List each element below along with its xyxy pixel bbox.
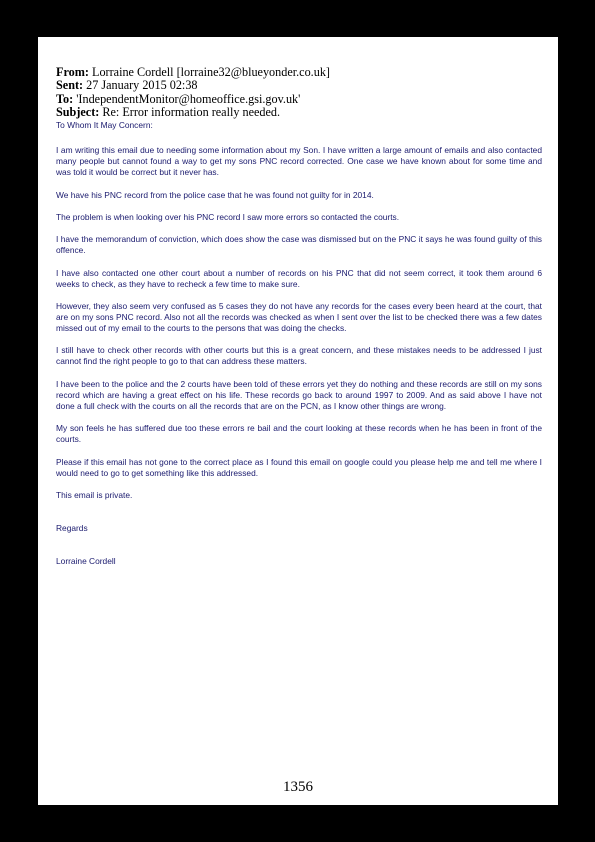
body-paragraph: My son feels he has suffered due too these errors re bail and the court looking at these records when he has been in front of the courts. (56, 423, 542, 445)
body-paragraph: I have also contacted one other court about a number of records on his PNC that did not seem correct, it took them around 6 weeks to check, as they have to recheck a few time to make sure. (56, 267, 542, 289)
email-header (56, 66, 546, 120)
closing: Regards (56, 523, 88, 534)
page-number: 1356 (283, 779, 313, 795)
body-paragraph: This email is private. (56, 489, 133, 500)
subject-line (56, 106, 546, 119)
body-paragraph: I am writing this email due to needing some information about my Son. I have written a large amount of emails and also contacted many people but cannot found a way to get my sons PNC record corrected. One case we have known about for some time and was told it would be correct but it never has. (56, 145, 542, 178)
sent-label: Sent: (56, 78, 84, 93)
sent-value: 27 January 2015 02:38 (86, 78, 198, 93)
to-line (56, 93, 546, 106)
signature: Lorraine Cordell (56, 556, 116, 567)
body-paragraph: We have his PNC record from the police case that he was found not guilty for in 2014. (56, 189, 374, 200)
email-body (56, 120, 542, 578)
body-paragraph: I have been to the police and the 2 courts have been told of these errors yet they do nothing and these records are still on my sons record which are having a great effect on his life. These records go back to around 1997 to 2009. And as said above I have not done a full check with the courts on all the records that are on the PCN, as I know other things are wrong. (56, 378, 542, 411)
to-label: To: (56, 91, 74, 106)
from-label: From: (56, 65, 89, 79)
body-paragraph: However, they also seem very confused as 5 cases they do not have any records for the cases every been heard at the court, that are on my sons PNC record. Also not all the records was checked as when I sent over the list to be checked there was a few dates missed out of my email to the courts to the persons that was doing the checks. (56, 300, 542, 334)
to-value: 'IndependentMonitor@homeoffice.gsi.gov.uk' (76, 91, 301, 106)
greeting: To Whom It May Concern: (56, 120, 153, 130)
body-paragraph: Please if this email has not gone to the correct place as I found this email on google could you please help me and tell me where I would need to go to get something like this addressed. (56, 456, 542, 478)
from-value: Lorraine Cordell [lorraine32@blueyonder.co.uk] (92, 65, 330, 79)
sent-line (56, 79, 546, 92)
subject-value: Re: Error information really needed. (102, 105, 281, 120)
document-page (38, 37, 558, 805)
subject-label: Subject: (56, 105, 100, 120)
from-line (56, 66, 546, 79)
body-paragraph: I have the memorandum of conviction, which does show the case was dismissed but on the PNC it says he was found guilty of this offence. (56, 234, 542, 256)
body-paragraph: The problem is when looking over his PNC record I saw more errors so contacted the courts. (56, 211, 400, 222)
body-paragraph: I still have to check other records with other courts but this is a great concern, and these mistakes needs to be addressed I just cannot find the right people to go to that can address these matters. (56, 345, 542, 367)
